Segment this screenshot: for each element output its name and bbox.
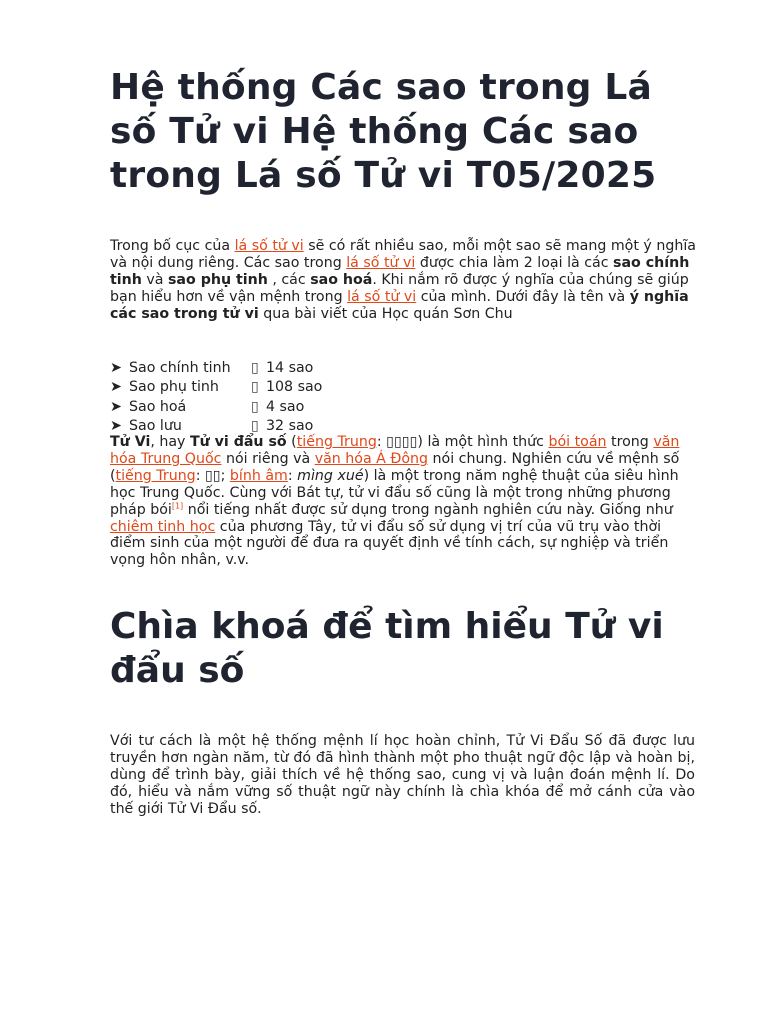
- tu-vi-paragraph: [110, 434, 700, 569]
- tuvi-text: trong: [606, 434, 654, 450]
- intro-text: qua bài viết của Học quán Sơn Chu: [258, 305, 513, 322]
- tuvi-text: (: [286, 434, 297, 450]
- arrow-icon: ➤: [110, 379, 122, 396]
- missing-glyph-icon: ▯: [251, 417, 259, 434]
- star-count-list: [110, 359, 700, 436]
- star-group-name: Sao chính tinh: [129, 360, 231, 376]
- italic-term: mìng xué: [297, 467, 364, 484]
- arrow-icon: ➤: [110, 398, 122, 415]
- intro-text: được chia làm 2 loại là các: [415, 254, 614, 271]
- list-item: [110, 378, 700, 397]
- list-item: [110, 359, 700, 378]
- binh-am-link[interactable]: bính âm: [229, 467, 288, 484]
- bold-term: Tử Vi: [110, 434, 151, 450]
- la-so-tu-vi-link[interactable]: lá số tử vi: [347, 288, 417, 305]
- intro-text: , các: [267, 271, 311, 288]
- star-group-count: 108 sao: [266, 379, 323, 396]
- tieng-trung-link[interactable]: tiếng Trung: [296, 434, 377, 450]
- chiem-tinh-hoc-link[interactable]: chiêm tinh học: [110, 518, 216, 535]
- tuvi-text: nói riêng và: [221, 450, 315, 467]
- tuvi-text: :: [287, 467, 298, 484]
- tuvi-text: của phương Tây, tử vi đẩu số sử dụng vị trí của vũ trụ vào thời điểm sinh của một người để đưa ra quyết định về tính cách, sự nghiệp và triển vọng hôn nhân, v.v.: [110, 518, 669, 569]
- section-paragraph: Với tư cách là một hệ thống mệnh lí học hoàn chỉnh, Tử Vi Đẩu Số đã được lưu truyền hơn ngàn năm, từ đó đã hình thành một pho thuật ngữ độc lập và hoàn bị, dùng để trình bày, giải thích về hệ thống sao, cung vị và luận đoán mệnh lí. Do đó, hiểu và nắm vững số thuật ngữ này chính là chìa khóa để mở cánh cửa vào thế giới Tử Vi Đẩu số.: [110, 733, 695, 817]
- star-group-name: Sao phụ tinh: [129, 379, 219, 396]
- intro-text: và: [141, 271, 168, 288]
- page-title: Hệ thống Các sao trong Lá số Tử vi Hệ thống Các sao trong Lá số Tử vi T05/2025: [110, 67, 657, 196]
- star-group-count: 4 sao: [266, 398, 305, 415]
- la-so-tu-vi-link[interactable]: lá số tử vi: [234, 238, 304, 254]
- missing-glyph-icon: ▯: [251, 379, 259, 396]
- tuvi-text: , hay: [150, 434, 190, 450]
- tuvi-text: ) là một trong năm nghệ thuật của siêu hình học Trung Quốc. Cùng với Bát tự, tử vi đẩu số cũng là một trong những phương pháp bói: [110, 467, 679, 518]
- tieng-trung-link[interactable]: tiếng Trung: [115, 467, 196, 484]
- tuvi-text: nổi tiếng nhất được sử dụng trong ngành nghiên cứu này. Giống như: [183, 501, 673, 518]
- intro-text: Trong bố cục của: [110, 238, 235, 254]
- star-group-name: Sao lưu: [129, 417, 182, 434]
- van-hoa-a-dong-link[interactable]: văn hóa Á Đông: [314, 450, 429, 467]
- star-group-count: 14 sao: [266, 360, 314, 376]
- arrow-icon: ➤: [110, 417, 122, 434]
- tuvi-text: : ▯▯;: [195, 467, 230, 484]
- list-item: [110, 398, 700, 417]
- van-hoa-trung-quoc-link[interactable]: văn hóa Trung Quốc: [110, 434, 680, 467]
- la-so-tu-vi-link[interactable]: lá số tử vi: [346, 254, 416, 271]
- footnote-reference-link[interactable]: [1]: [171, 500, 184, 510]
- missing-glyph-icon: ▯: [251, 398, 259, 415]
- intro-paragraph: [110, 238, 700, 323]
- bold-term: sao phụ tinh: [167, 271, 268, 288]
- boi-toan-link[interactable]: bói toán: [548, 434, 607, 450]
- bold-term: ý nghĩa các sao trong tử vi: [110, 288, 689, 322]
- bold-term: sao hoá: [310, 271, 373, 288]
- bold-term: Tử vi đẩu số: [189, 434, 287, 450]
- missing-glyph-icon: ▯: [251, 360, 259, 376]
- tuvi-text: : ▯▯▯▯) là một hình thức: [376, 434, 549, 450]
- bold-term: sao chính tinh: [110, 254, 690, 288]
- star-group-count: 32 sao: [266, 417, 314, 434]
- section-heading: Chìa khoá để tìm hiểu Tử vi đẩu số: [110, 606, 664, 691]
- intro-text: của mình. Dưới đây là tên và: [416, 288, 630, 305]
- arrow-icon: ➤: [110, 360, 122, 376]
- intro-text: . Khi nắm rõ được ý nghĩa của chúng sẽ giúp bạn hiểu hơn về vận mệnh trong: [110, 271, 689, 305]
- tuvi-text: nói chung. Nghiên cứu về mệnh số (: [110, 450, 680, 484]
- intro-text: sẽ có rất nhiều sao, mỗi một sao sẽ mang một ý nghĩa và nội dung riêng. Các sao trong: [110, 238, 696, 271]
- star-group-name: Sao hoá: [129, 398, 187, 415]
